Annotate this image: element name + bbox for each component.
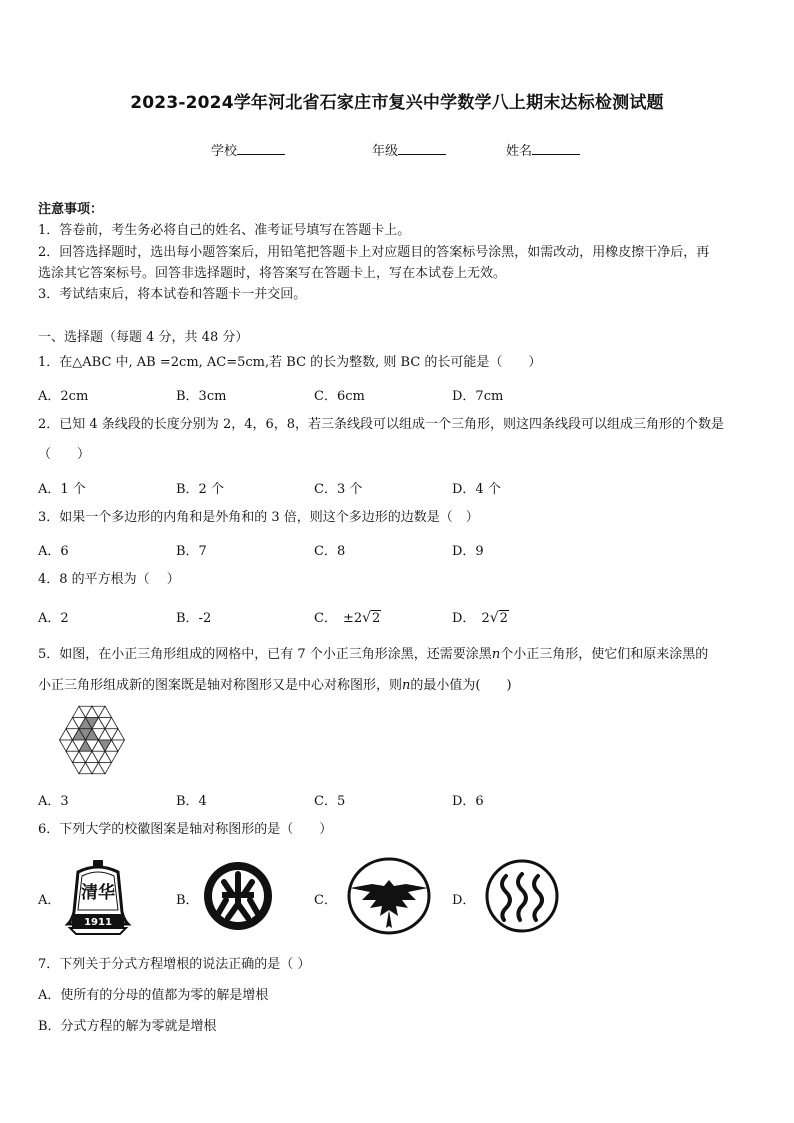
- peking-badge-icon: [202, 860, 274, 932]
- school-blank: [237, 142, 285, 155]
- grade-label: 年级: [372, 144, 399, 159]
- triangle-grid-figure: [52, 702, 132, 778]
- q1-option-a: A．2cm: [38, 389, 89, 404]
- question-1-text: 1．在△ABC 中, AB =2cm, AC=5cm,若 BC 的长为整数, 则 BC 的长可能是（ ）: [38, 355, 542, 370]
- question-2-text-cont: （ ）: [38, 447, 91, 462]
- q6-option-a: A．: [38, 893, 61, 908]
- svg-text:1911: 1911: [84, 917, 112, 928]
- name-label: 姓名: [506, 144, 533, 159]
- q1-option-d: D．7cm: [452, 389, 504, 404]
- q2-option-b: B．2 个: [176, 482, 224, 497]
- question-6-text: 6．下列大学的校徽图案是轴对称图形的是（ ）: [38, 822, 333, 837]
- q2-option-a: A．1 个: [38, 482, 86, 497]
- school-field: [211, 140, 285, 159]
- svg-text:清华: 清华: [81, 883, 115, 903]
- notice-item: 1．答卷前，考生务必将自己的姓名、准考证号填写在答题卡上。: [38, 223, 411, 238]
- q6-option-b: B．: [176, 893, 199, 908]
- q2-option-d: D．4 个: [452, 482, 501, 497]
- q6-option-c: C．: [314, 893, 337, 908]
- tsinghua-badge-icon: [64, 858, 132, 936]
- q4-option-c: C． ±2√2: [314, 610, 381, 626]
- eagle-badge-icon: [346, 856, 432, 936]
- q5-option-d: D．6: [452, 794, 484, 809]
- wave-badge-icon: [484, 858, 560, 934]
- question-4-text: 4．8 的平方根为（ ）: [38, 572, 180, 587]
- grade-blank: [398, 142, 446, 155]
- q2-option-c: C．3 个: [314, 482, 363, 497]
- q5-option-b: B．4: [176, 794, 207, 809]
- name-blank: [532, 142, 580, 155]
- q3-option-c: C．8: [314, 544, 346, 559]
- notice-heading: 注意事项：: [38, 202, 104, 217]
- school-label: 学校: [211, 144, 238, 159]
- q1-option-c: C．6cm: [314, 389, 365, 404]
- question-7-text: 7．下列关于分式方程增根的说法正确的是（ ）: [38, 957, 311, 972]
- question-3-text: 3．如果一个多边形的内角和是外角和的 3 倍，则这个多边形的边数是（ ）: [38, 510, 479, 525]
- q4-option-a: A．2: [38, 611, 69, 626]
- notice-item: 2．回答选择题时，选出每小题答案后，用铅笔把答题卡上对应题目的答案标号涂黑，如需改动，用橡皮擦干净后，再: [38, 245, 710, 260]
- q4-option-c-math: ±2√2: [342, 610, 381, 626]
- name-field: [506, 140, 580, 159]
- q4-option-d-math: 2√2: [481, 610, 508, 626]
- question-2-text: 2．已知 4 条线段的长度分别为 2，4，6，8，若三条线段可以组成一个三角形，则这四条线段可以组成三角形的个数是: [38, 417, 725, 432]
- section-heading: 一、选择题（每题 4 分，共 48 分）: [38, 330, 249, 345]
- question-5-text: 5．如图，在小正三角形组成的网格中，已有 7 个小正三角形涂黑，还需要涂黑n个小正三角形，使它们和原来涂黑的: [38, 647, 709, 662]
- q3-option-a: A．6: [38, 544, 69, 559]
- q4-option-b: B．-2: [176, 611, 212, 626]
- q1-option-b: B．3cm: [176, 389, 227, 404]
- q3-option-d: D．9: [452, 544, 484, 559]
- question-5-text-cont: 小正三角形组成新的图案既是轴对称图形又是中心对称图形，则n的最小值为( ): [38, 678, 512, 693]
- q5-option-c: C．5: [314, 794, 346, 809]
- q7-option-b: B．分式方程的解为零就是增根: [38, 1019, 217, 1034]
- q5-option-a: A．3: [38, 794, 69, 809]
- page-title: 2023-2024学年河北省石家庄市复兴中学数学八上期末达标检测试题: [130, 93, 664, 113]
- q4-option-d: D． 2√2: [452, 610, 508, 626]
- grade-field: [372, 140, 446, 159]
- notice-item: 选涂其它答案标号。回答非选择题时，将答案写在答题卡上，写在本试卷上无效。: [38, 266, 507, 281]
- q7-option-a: A．使所有的分母的值都为零的解是增根: [38, 988, 269, 1003]
- q3-option-b: B．7: [176, 544, 207, 559]
- q6-option-d: D．: [452, 893, 476, 908]
- notice-item: 3．考试结束后，将本试卷和答题卡一并交回。: [38, 287, 307, 302]
